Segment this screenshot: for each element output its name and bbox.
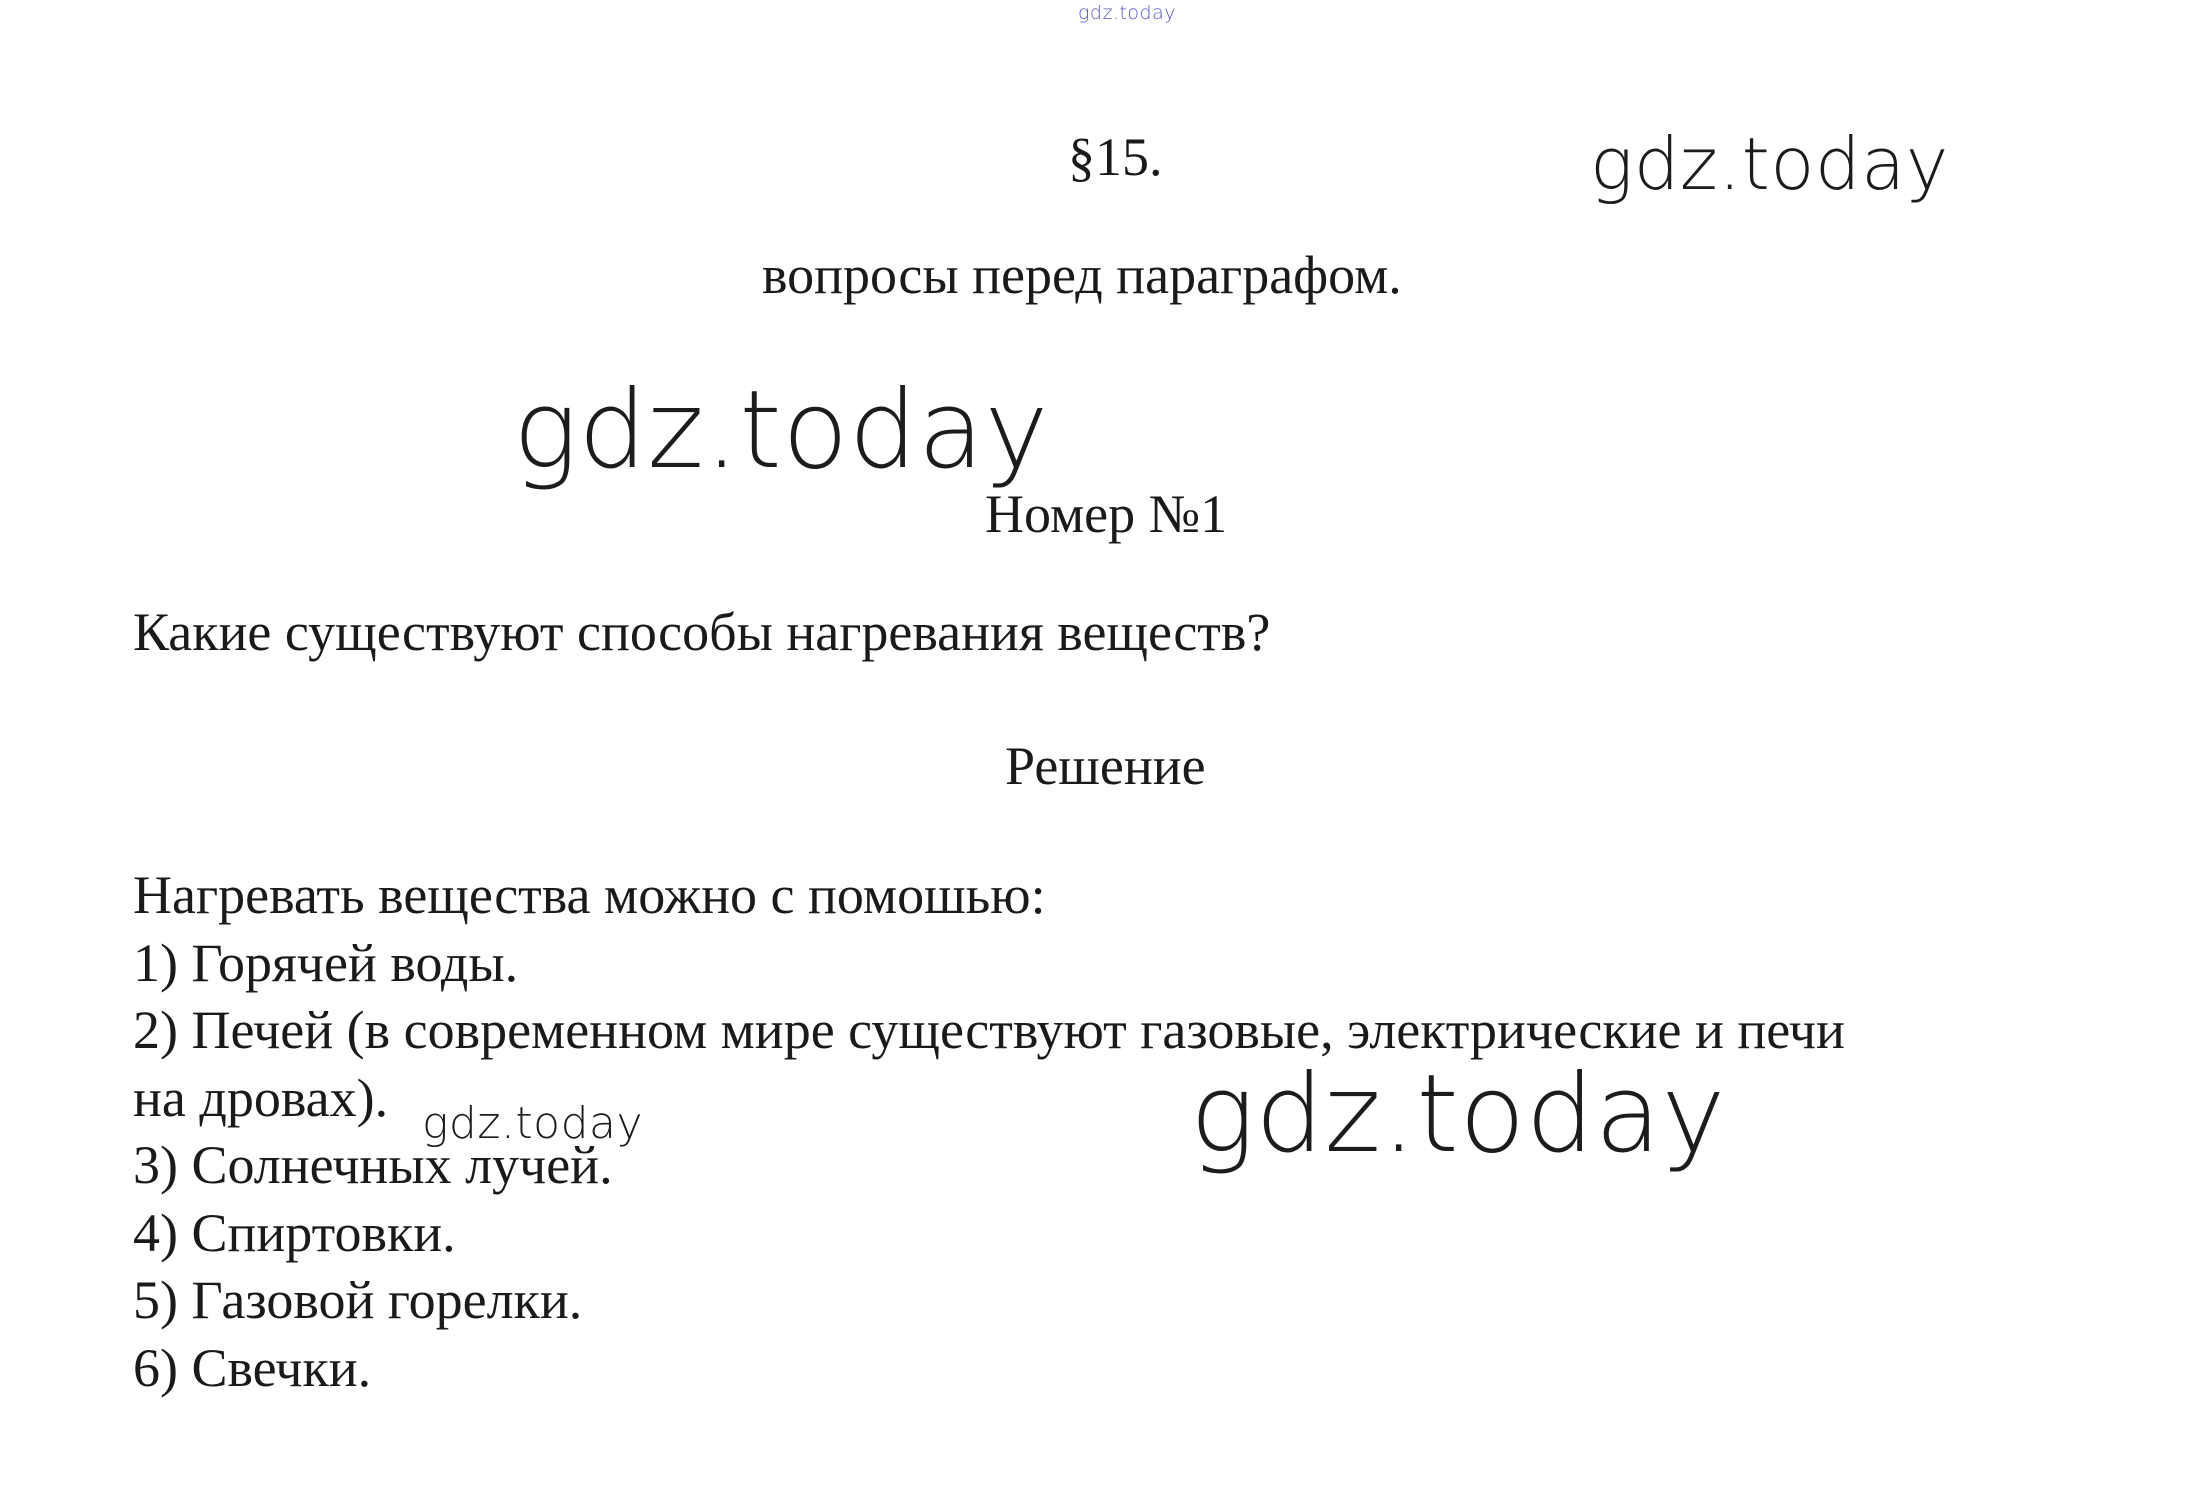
section-subtitle: вопросы перед параграфом. (762, 245, 1402, 305)
answer-line: 3) Солнечных лучей. (133, 1135, 613, 1195)
answer-line: Нагревать вещества можно с помошью: (133, 865, 1046, 925)
answer-line: на дровах). (133, 1067, 389, 1128)
watermark-top-right: gdz.today (1590, 122, 1949, 206)
answer-line: 6) Свечки. (133, 1337, 372, 1398)
watermark-bottom-right: gdz.today (1190, 1052, 1726, 1177)
section-number: §15. (1068, 127, 1163, 187)
answer-line: 2) Печей (в современном мире существуют газовые, электрические и печи (133, 1000, 1845, 1060)
watermark-middle-left: gdz.today (513, 368, 1049, 493)
answer-line: 5) Газовой горелки. (133, 1270, 583, 1330)
watermark-top-small: gdz.today (1078, 2, 1176, 24)
answer-line: 4) Спиртовки. (133, 1202, 456, 1263)
question-text: Какие существуют способы нагревания веществ? (133, 602, 1271, 662)
exercise-number-title: Номер №1 (985, 484, 1228, 544)
solution-heading: Решение (1005, 736, 1206, 796)
watermark-inline-small: gdz.today (422, 1098, 644, 1149)
answer-line: 1) Горячей воды. (133, 932, 519, 993)
